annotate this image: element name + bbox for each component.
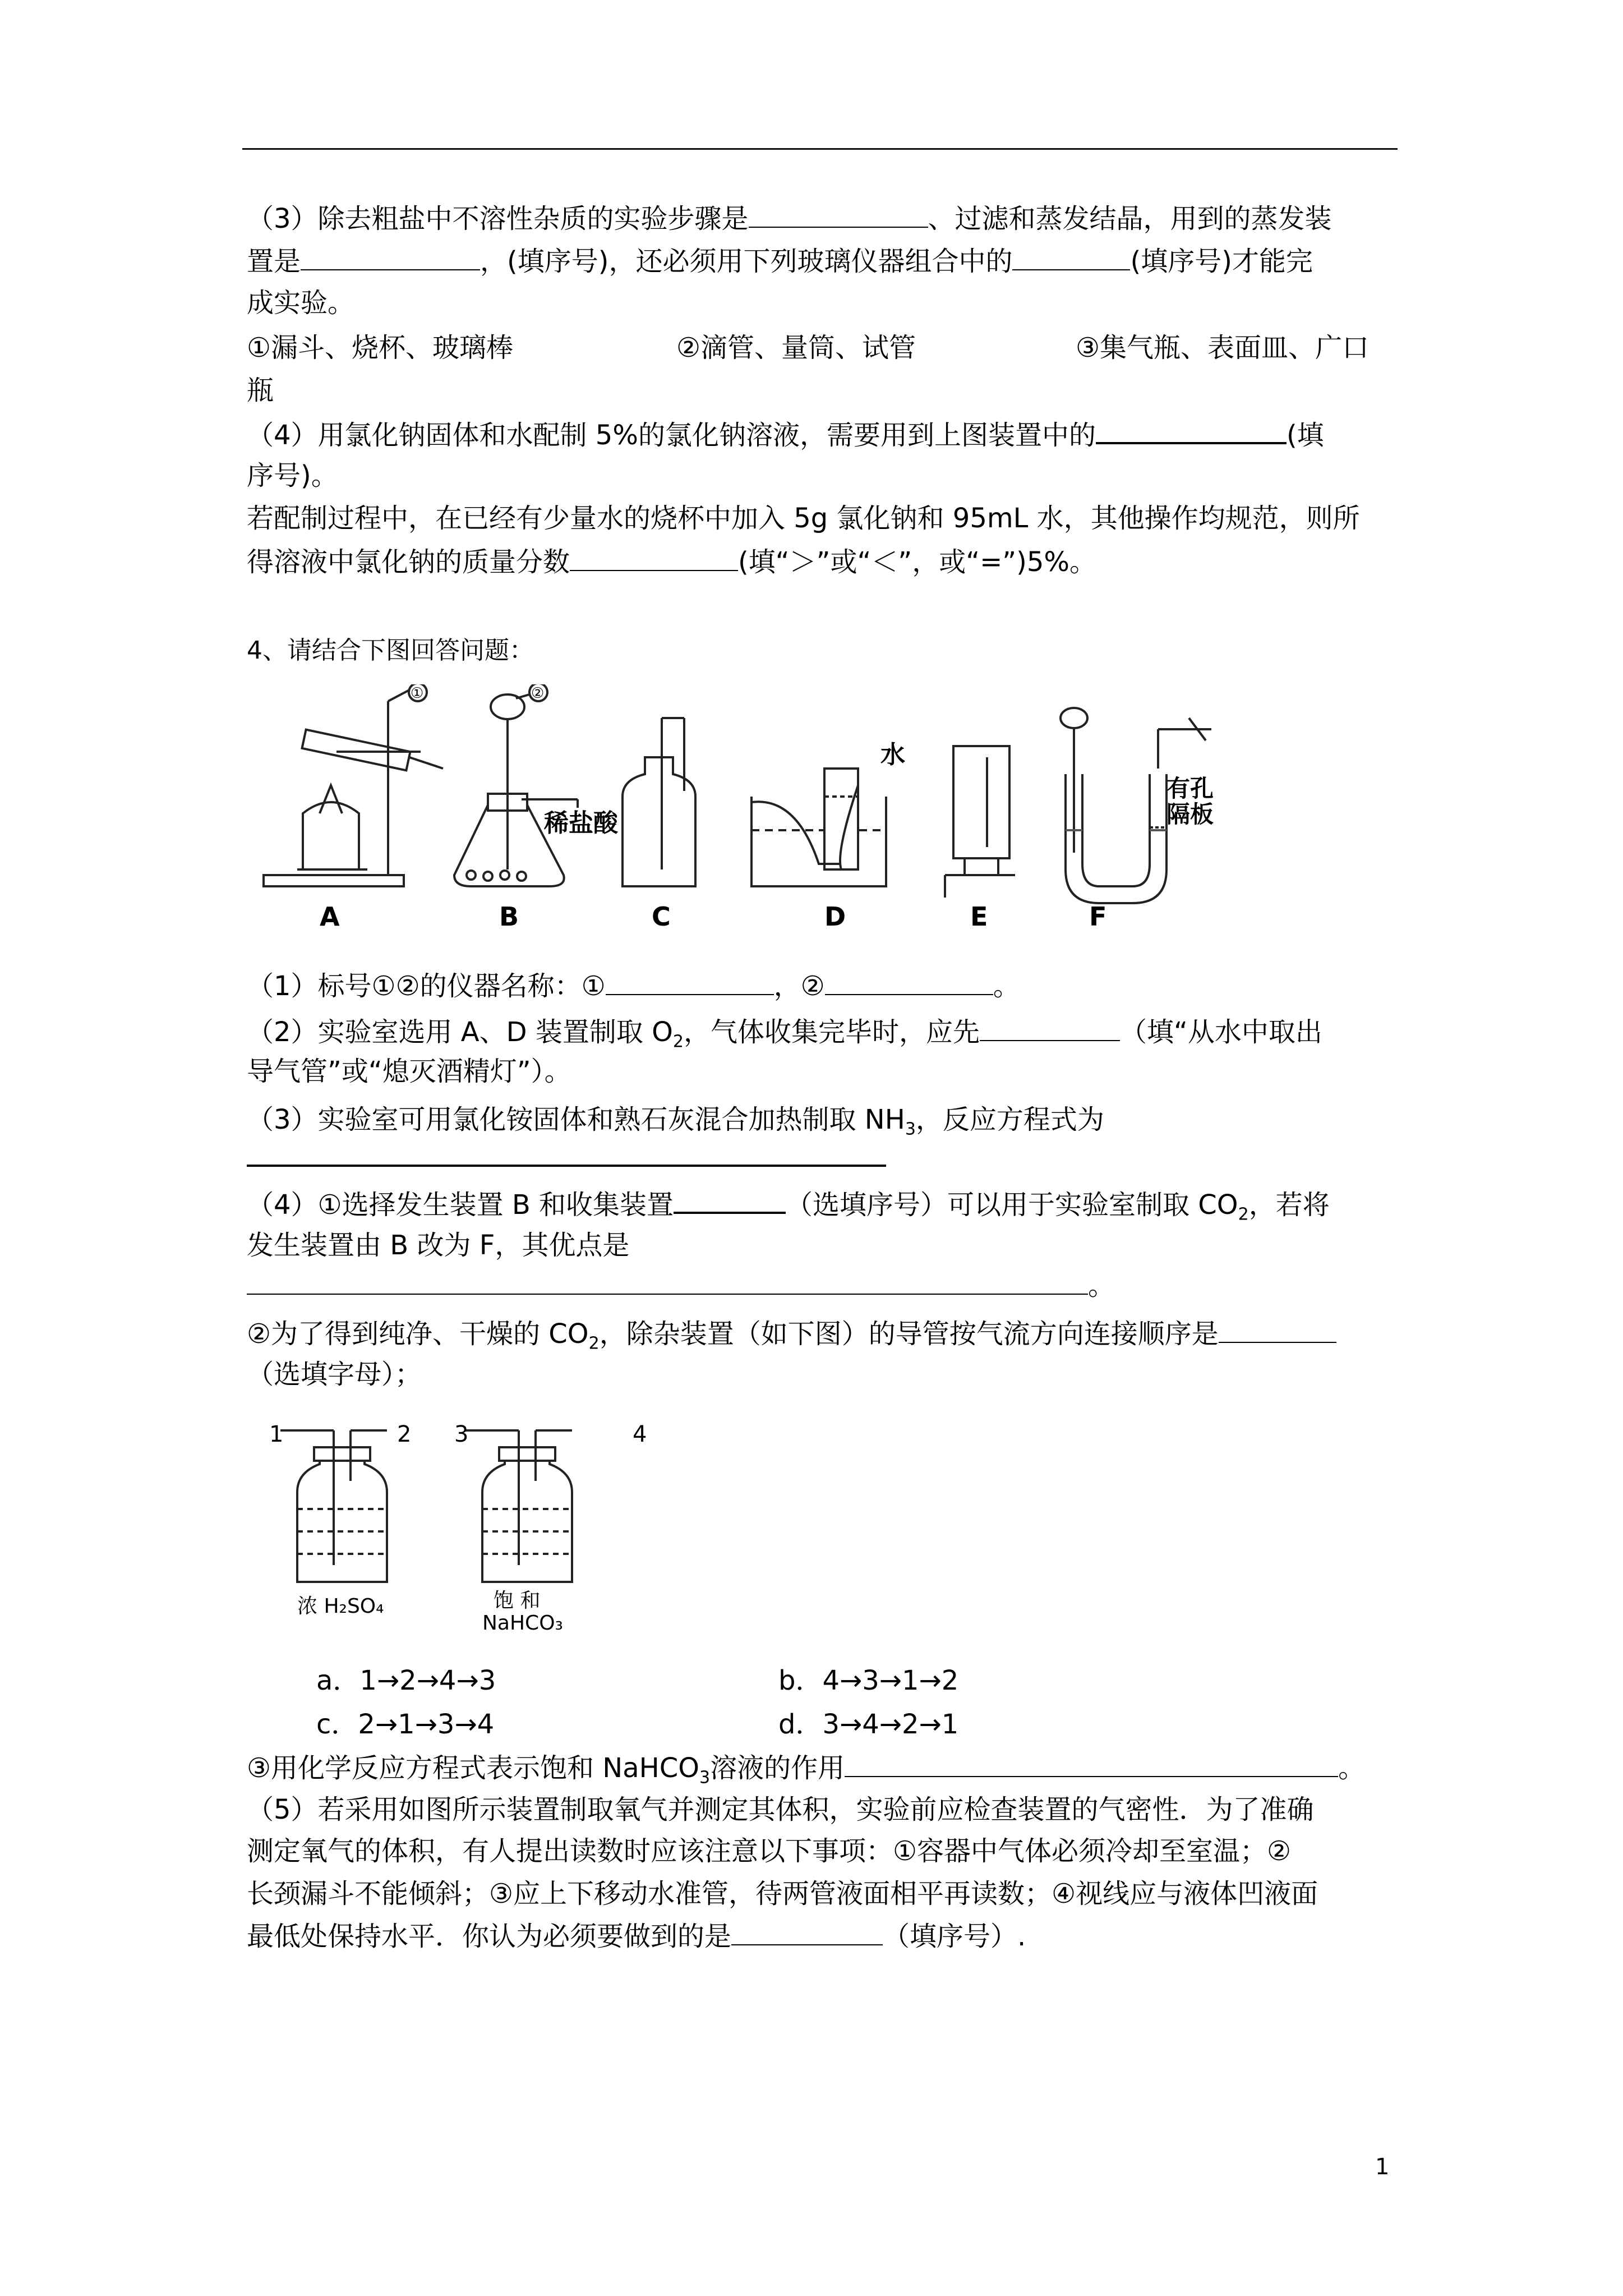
option-1: ①漏斗、烧杯、玻璃棒 [247, 332, 514, 364]
s2-line-2: 导气管”或“熄灭酒精灯”）。 [247, 1056, 571, 1087]
answer-blank[interactable] [606, 968, 774, 995]
port-2: 2 [397, 1421, 412, 1447]
option-c: c．2→1→3→4 [316, 1709, 495, 1740]
s2-line-1: （2）实验室选用 A、D 装置制取 $O_2$，气体收集完毕时，应先 （填“从水中取出 [247, 1014, 1402, 1059]
s4-line-2: 发生装置由 B 改为 F，其优点是 [247, 1230, 630, 1261]
answer-blank[interactable] [674, 1186, 786, 1214]
answer-blank[interactable] [1096, 416, 1287, 444]
label-perforated-plate-1: 有孔 [1166, 775, 1214, 802]
s4-line-3: 。 [247, 1268, 1402, 1303]
s4-line-4: ②为了得到纯净、干燥的 $CO_2$，除杂装置（如下图）的导管按气流方向连接顺序是 [247, 1316, 1402, 1361]
label-perforated-plate-2: 隔板 [1166, 800, 1214, 828]
header-rule [242, 148, 1398, 150]
option-d: d．3→4→2→1 [778, 1709, 959, 1740]
s5-line-2: 测定氧气的体积，有人提出读数时应该注意以下事项：①容器中气体必须冷却至室温；② [247, 1835, 1292, 1867]
option-a: a．1→2→4→3 [316, 1665, 496, 1696]
answer-blank[interactable] [825, 968, 993, 995]
q3-4-line-3: 若配制过程中，在已经有少量水的烧杯中加入 5g 氯化钠和 95mL 水，其他操作均规范，则所 [247, 503, 1360, 534]
s4-line-6: ③用化学反应方程式表示饱和 NaHCO$_3$溶液的作用 。 [247, 1750, 1402, 1795]
apparatus-label-b: B [499, 901, 519, 931]
apparatus-figure [258, 684, 1245, 931]
s5-line-3: 长颈漏斗不能倾斜；③应上下移动水准管，待两管液面相平再读数；④视线应与液体凹液面 [247, 1878, 1318, 1910]
apparatus-d [751, 769, 886, 886]
s4-line-5: （选填字母）； [247, 1359, 422, 1390]
q3-line-3: 成实验。 [247, 287, 355, 319]
bottle-conc-h2so4 [280, 1430, 387, 1582]
q3-4-line-2: 序号)。 [247, 460, 338, 491]
page-number: 1 [1375, 2154, 1390, 2180]
label-dilute-hcl: 稀盐酸 [544, 809, 618, 838]
port-4: 4 [633, 1421, 647, 1447]
wash-bottles-figure [258, 1419, 684, 1632]
bottle1-label: 浓 H₂SO₄ [297, 1595, 384, 1618]
port-1: 1 [269, 1421, 284, 1447]
bottle2-label-b: NaHCO₃ [482, 1612, 563, 1632]
apparatus-label-f: F [1089, 901, 1107, 931]
q3-4-line-1: （4）用氯化钠固体和水配制 5%的氯化钠溶液，需要用到上图装置中的 (填 [247, 416, 1402, 452]
apparatus-label-d: D [824, 901, 846, 931]
option-2: ②滴管、量筒、试管 [676, 332, 916, 364]
problem-4-title: 4、请结合下图回答问题： [247, 636, 534, 665]
option-3-cont: 瓶 [247, 375, 274, 406]
q3-line-2: 置是 ，(填序号)，还必须用下列玻璃仪器组合中的 (填序号)才能完 [247, 243, 1402, 278]
answer-blank[interactable] [570, 544, 738, 571]
answer-blank[interactable] [845, 1750, 1338, 1777]
answer-blank[interactable] [731, 1918, 883, 1945]
marker-2: ② [531, 685, 545, 702]
apparatus-b [454, 684, 578, 886]
s5-line-4: 最低处保持水平．你认为必须要做到的是 （填序号）. [247, 1918, 1402, 1953]
answer-blank[interactable] [749, 201, 928, 228]
s3-answer-line [247, 1139, 1402, 1175]
bottle-nahco3 [465, 1430, 572, 1582]
s4-line-1: （4）①选择发生装置 B 和收集装置 （选填序号）可以用于实验室制取 $CO_2$，若将 [247, 1186, 1402, 1232]
apparatus-e [945, 746, 1015, 898]
answer-blank[interactable] [1219, 1316, 1336, 1343]
answer-blank[interactable] [1012, 243, 1130, 270]
answer-blank[interactable] [301, 243, 480, 270]
option-3: ③集气瓶、表面皿、广口 [1076, 332, 1370, 364]
s1-line: （1）标号①②的仪器名称：① ，② 。 [247, 968, 1402, 1003]
s5-line-1: （5）若采用如图所示装置制取氧气并测定其体积，实验前应检查装置的气密性．为了准确 [247, 1794, 1314, 1825]
bottle2-label-a: 饱 和 [494, 1589, 541, 1612]
q3-4-line-4: 得溶液中氯化钠的质量分数 (填“＞”或“＜”，或“=”)5%。 [247, 544, 1402, 579]
apparatus-c [623, 718, 695, 886]
s3-line: （3）实验室可用氯化铵固体和熟石灰混合加热制取 $NH_3$，反应方程式为 [247, 1104, 1104, 1139]
port-3: 3 [454, 1421, 469, 1447]
option-b: b．4→3→1→2 [778, 1665, 959, 1696]
answer-blank[interactable] [980, 1014, 1120, 1041]
q3-line-1: （3）除去粗盐中不溶性杂质的实验步骤是 、过滤和蒸发结晶，用到的蒸发装 [247, 201, 1402, 236]
apparatus-label-c: C [652, 901, 671, 931]
label-water: 水 [880, 740, 905, 769]
apparatus-a [264, 684, 443, 886]
answer-blank[interactable] [247, 1268, 1088, 1295]
answer-blank[interactable] [247, 1139, 886, 1167]
apparatus-label-a: A [320, 901, 340, 931]
apparatus-label-e: E [970, 901, 988, 931]
marker-1: ① [411, 685, 424, 702]
